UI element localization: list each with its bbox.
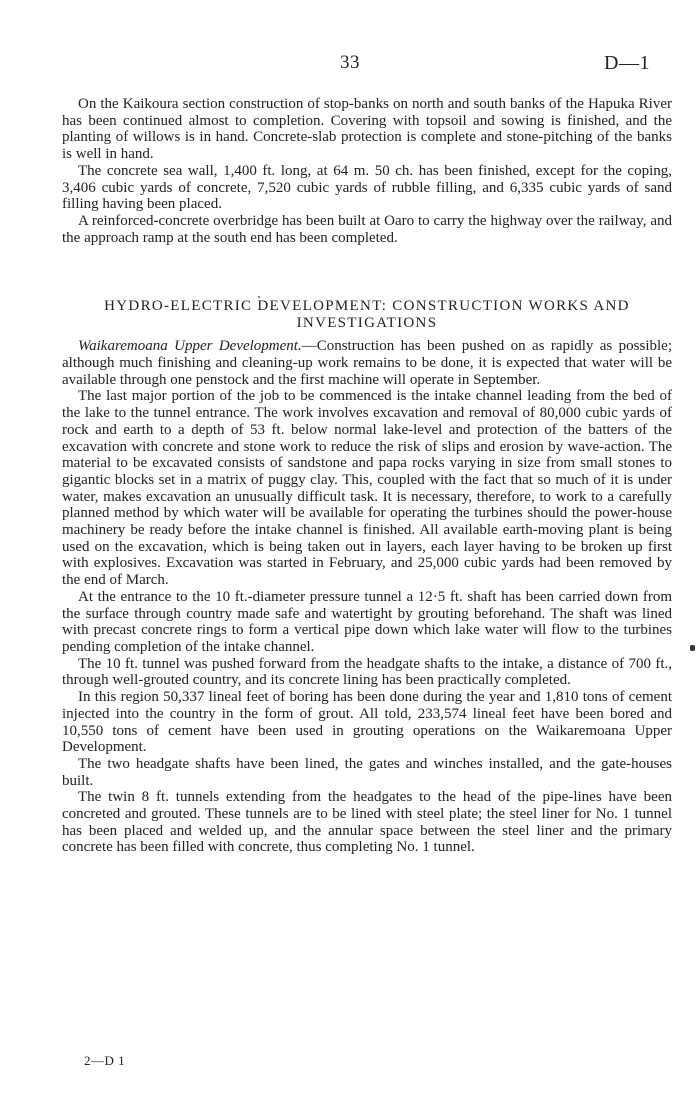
paragraph-oaro-overbridge: A reinforced-concrete overbridge has been built at Oaro to carry the highway over the railway, and the approach ramp at the south end has been completed. [62,212,672,246]
paragraph-waikaremoana-intro [62,338,672,388]
paragraph-ten-foot-tunnel: The 10 ft. tunnel was pushed forward from the headgate shafts to the intake, a distance of 700 ft., through well-grouted country, and its concrete lining has been practically completed. [62,655,672,689]
paragraph-pressure-tunnel-shaft: At the entrance to the 10 ft.-diameter pressure tunnel a 12·5 ft. shaft has been carried down from the surface through country made safe and watertight by grouting beforehand. The shaft was lined with precast concrete rings to form a vertical pipe down which lake water will flow to the turbines pending completion of the intake channel. [62,588,672,655]
paragraph-sea-wall: The concrete sea wall, 1,400 ft. long, at 64 m. 50 ch. has been finished, except for the coping, 3,406 cubic yards of concrete, 7,520 cubic yards of rubble filling, and 6,335 cubic yards of sand filling having been placed. [62,162,672,213]
print-speck [258,296,260,298]
page-number: 33 [340,52,360,73]
subsection-title: Waikaremoana Upper Development. [78,338,302,355]
paragraph-kaikoura-stopbanks: On the Kaikoura section construction of stop-banks on north and south banks of the Hapuka River has been continued almost to completion. Covering with topsoil and sowing is finished, and the planting of willows is in hand. Concrete-slab protection is complete and stone-pitching of the banks is well in hand. [62,96,672,163]
paragraph-intake-channel: The last major portion of the job to be commenced is the intake channel leading from the bed of the lake to the tunnel entrance. The work involves excavation and removal of 80,000 cubic yards of rock and earth to a depth of 53 ft. below normal lake-level and protection of the batters of the excavation with concrete and stone work to reduce the risk of slips and erosion by wave-action. The material to be excavated consists of sandstone and papa rocks varying in size from small stones to gigantic blocks set in a matrix of puggy clay. This, coupled with the fact that so much of it is under water, makes excavation an unusually difficult task. It is necessary, therefore, to work to a carefully planned method by which water will be available for operating the turbines should the power-house machinery be ready before the intake channel is finished. All available earth-moving plant is being used on the excavation, which is being taken out in layers, each layer having to be broken up first with explosives. Excavation was started in February, and 25,000 cubic yards had been removed by the end of March. [62,388,672,589]
margin-ink-mark [690,645,695,651]
paragraph-headgate-shafts: The two headgate shafts have been lined, the gates and winches installed, and the gate-houses built. [62,755,672,789]
paragraph-boring-grouting: In this region 50,337 lineal feet of boring has been done during the year and 1,810 tons of cement injected into the country in the form of grout. All told, 233,574 lineal feet have been bored and 10,550 tons of cement have been used in grouting operations on the Waikaremoana Upper Development. [62,689,672,756]
section-heading: HYDRO-ELECTRIC DEVELOPMENT: CONSTRUCTION WORKS AND INVESTIGATIONS [104,298,630,332]
paragraph-waikaremoana-intro-text: —Construction has been pushed on as rapidly as possible; although much finishing and cleaning-up work remains to be done, it is expected that water will be available through one penstock and the first machine will operate in September. [62,338,672,388]
page-body [62,96,672,856]
page-header [0,52,700,82]
printer-signature: 2—D 1 [84,1053,126,1068]
document-reference: D—1 [604,52,650,74]
paragraph-twin-tunnels: The twin 8 ft. tunnels extending from the headgates to the head of the pipe-lines have been concreted and grouted. These tunnels are to be lined with steel plate; the steel liner for No. 1 tunnel has been placed and welded up, and the annular space between the steel liner and the primary concrete has been filled with concrete, thus completing No. 1 tunnel. [62,789,672,856]
